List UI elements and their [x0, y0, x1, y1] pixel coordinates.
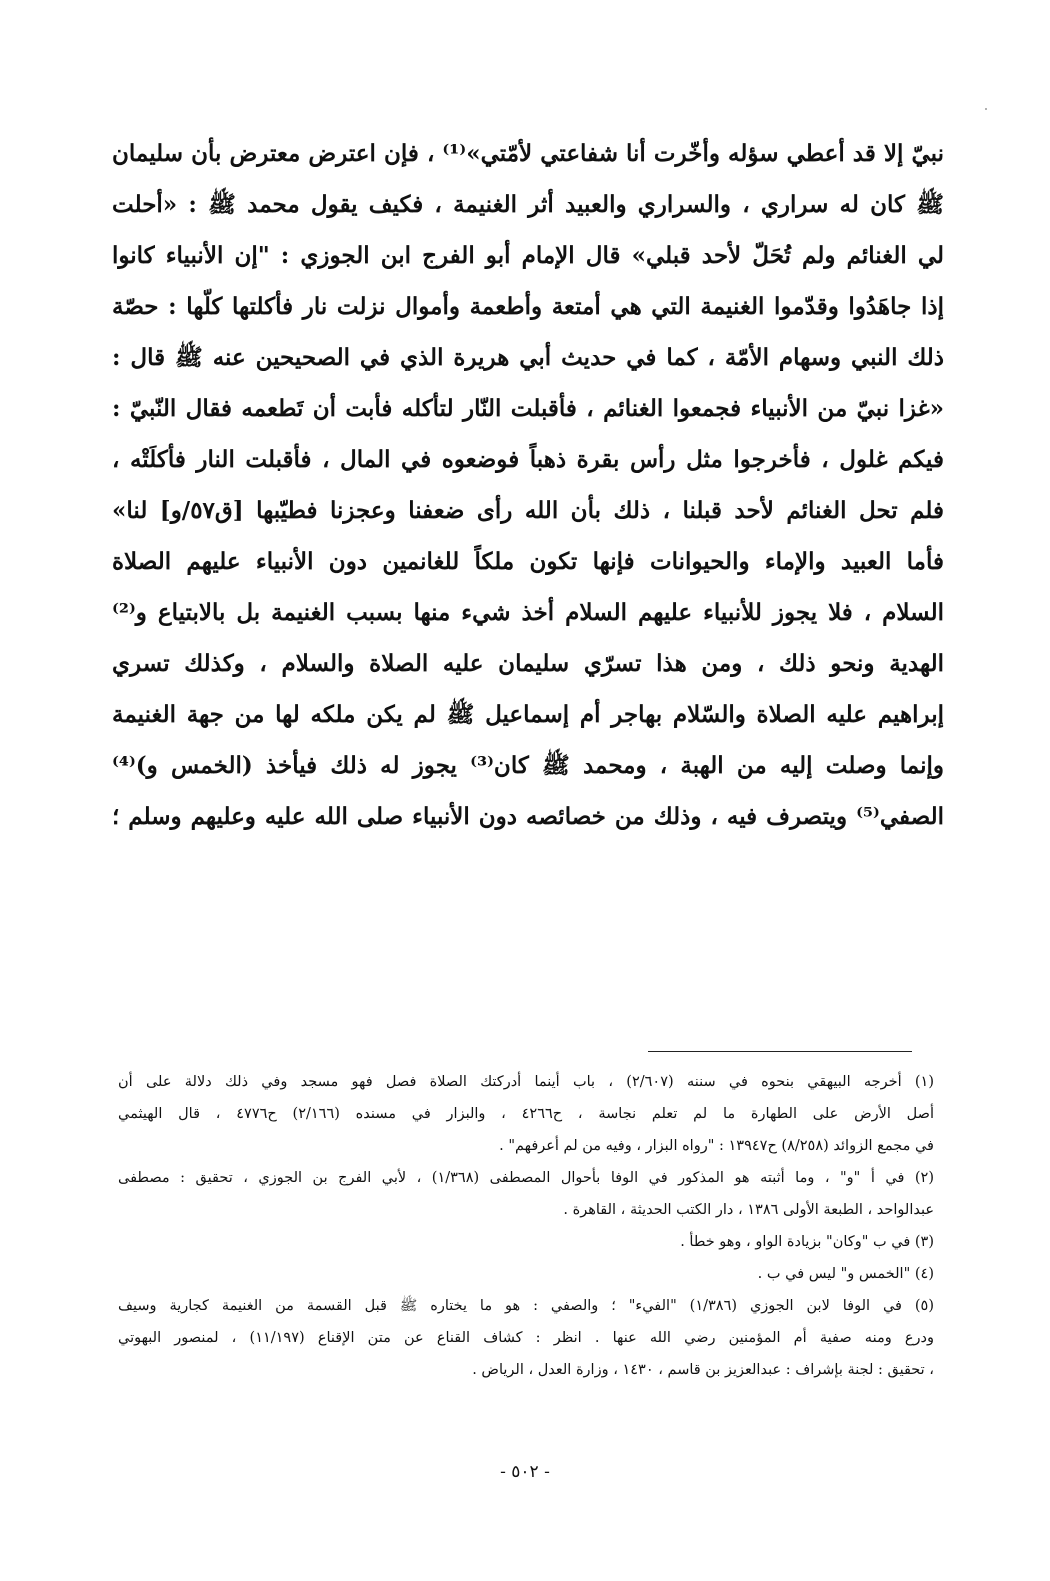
body-line: الصفي⁽⁵⁾ ويتصرف فيه ، وذلك من خصائصه دون الأنبياء صلى الله عليه وعليهم وسلم ؛ [112, 803, 944, 830]
footnote-line: (١) أخرجه البيهقي بنحوه في سننه (٢/٦٠٧) ، باب أينما أدركتك الصلاة فصل فهو مسجد وفي ذلك دلالة على أن [118, 1074, 934, 1090]
body-line: نبيّ إلا قد أعطي سؤله وأخّرت أنا شفاعتي لأمّتي»⁽¹⁾ ، فإن اعترض معترض بأن سليمان [112, 140, 944, 167]
body-line: «غزا نبيّ من الأنبياء فجمعوا الغنائم ، فأقبلت النّار لتأكله فأبت أن تَطعمه فقال النّبيّ : [112, 395, 944, 422]
footnote-line: (٣) في ب "وكان" بزيادة الواو ، وهو خطأ . [680, 1234, 934, 1250]
footnote-line: عبدالواحد ، الطبعة الأولى ١٣٨٦ ، دار الكتب الحديثة ، القاهرة . [563, 1202, 934, 1218]
footnote-line: (٢) في أ "و" ، وما أثبته هو المذكور في الوفا بأحوال المصطفى (١/٣٦٨) ، لأبي الفرج بن الجوزي ، تحقيق : مصطفى [118, 1170, 934, 1186]
body-line: فأما العبيد والإماء والحيوانات فإنها تكون ملكاً للغانمين دون الأنبياء عليهم الصلاة [112, 548, 944, 575]
body-line: فيكم غلول ، فأخرجوا مثل رأس بقرة ذهباً فوضعوه في المال ، فأقبلت النار فأكلَتْه ، [112, 446, 944, 473]
footnotes-block [118, 1066, 934, 1386]
footnote-line: ، تحقيق : لجنة بإشراف : عبدالعزيز بن قاسم ، ١٤٣٠ ، وزارة العدل ، الرياض . [472, 1362, 934, 1378]
page-number: - ٥٠٢ - [500, 1462, 550, 1482]
body-line: إبراهيم عليه الصلاة والسّلام بهاجر أم إسماعيل ﷺ لم يكن ملكه لها من جهة الغنيمة [112, 701, 944, 728]
body-line: ﷺ كان له سراري ، والسراري والعبيد أثر الغنيمة ، فكيف يقول محمد ﷺ : «أحلت [112, 191, 944, 218]
margin-mark [985, 108, 987, 110]
footnote-separator [648, 1051, 912, 1052]
footnote-line: (٤) "الخمس و" ليس في ب . [757, 1266, 934, 1282]
body-line: فلم تحل الغنائم لأحد قبلنا ، ذلك بأن الله رأى ضعفنا وعجزنا فطيّبها [ق٥٧/و] لنا» [112, 497, 944, 524]
body-line: وإنما وصلت إليه من الهبة ، ومحمد ﷺ كان⁽³⁾ يجوز له ذلك فيأخذ (الخمس و)⁽⁴⁾ [112, 752, 944, 779]
footnote-line: أصل الأرض على الطهارة ما لم تعلم نجاسة ، ح٤٢٦٦ ، والبزار في مسنده (٢/١٦٦) ح٤٧٧٦ ، قال الهيثمي [118, 1106, 934, 1122]
body-line: إذا جاهَدُوا وقدّموا الغنيمة التي هي أمتعة وأطعمة وأموال نزلت نار فأكلتها كلّها : حصّة [112, 293, 944, 320]
body-line: السلام ، فلا يجوز للأنبياء عليهم السلام أخذ شيء منها بسبب الغنيمة بل بالابتياع و⁽²⁾ [112, 599, 944, 626]
footnote-line: في مجمع الزوائد (٨/٢٥٨) ح١٣٩٤٧ : "رواه البزار ، وفيه من لم أعرفهم" . [499, 1138, 934, 1154]
body-line: لي الغنائم ولم تُحَلّ لأحد قبلي» قال الإمام أبو الفرج ابن الجوزي : "إن الأنبياء كانوا [112, 242, 944, 269]
footnote-line: (٥) في الوفا لابن الجوزي (١/٣٨٦) "الفيء" ؛ والصفي : هو ما يختاره ﷺ قبل القسمة من الغنيمة كجارية وسيف [118, 1298, 934, 1314]
main-text-block [112, 128, 944, 842]
body-line: ذلك النبي وسهام الأمّة ، كما في حديث أبي هريرة الذي في الصحيحين عنه ﷺ قال : [112, 344, 944, 371]
body-line: الهدية ونحو ذلك ، ومن هذا تسرّي سليمان عليه الصلاة والسلام ، وكذلك تسري [112, 650, 944, 677]
footnote-line: ودرع ومنه صفية أم المؤمنين رضي الله عنها . انظر : كشاف القناع عن متن الإقناع (١١/١٩٧) ، لمنصور البهوتي [118, 1330, 934, 1346]
